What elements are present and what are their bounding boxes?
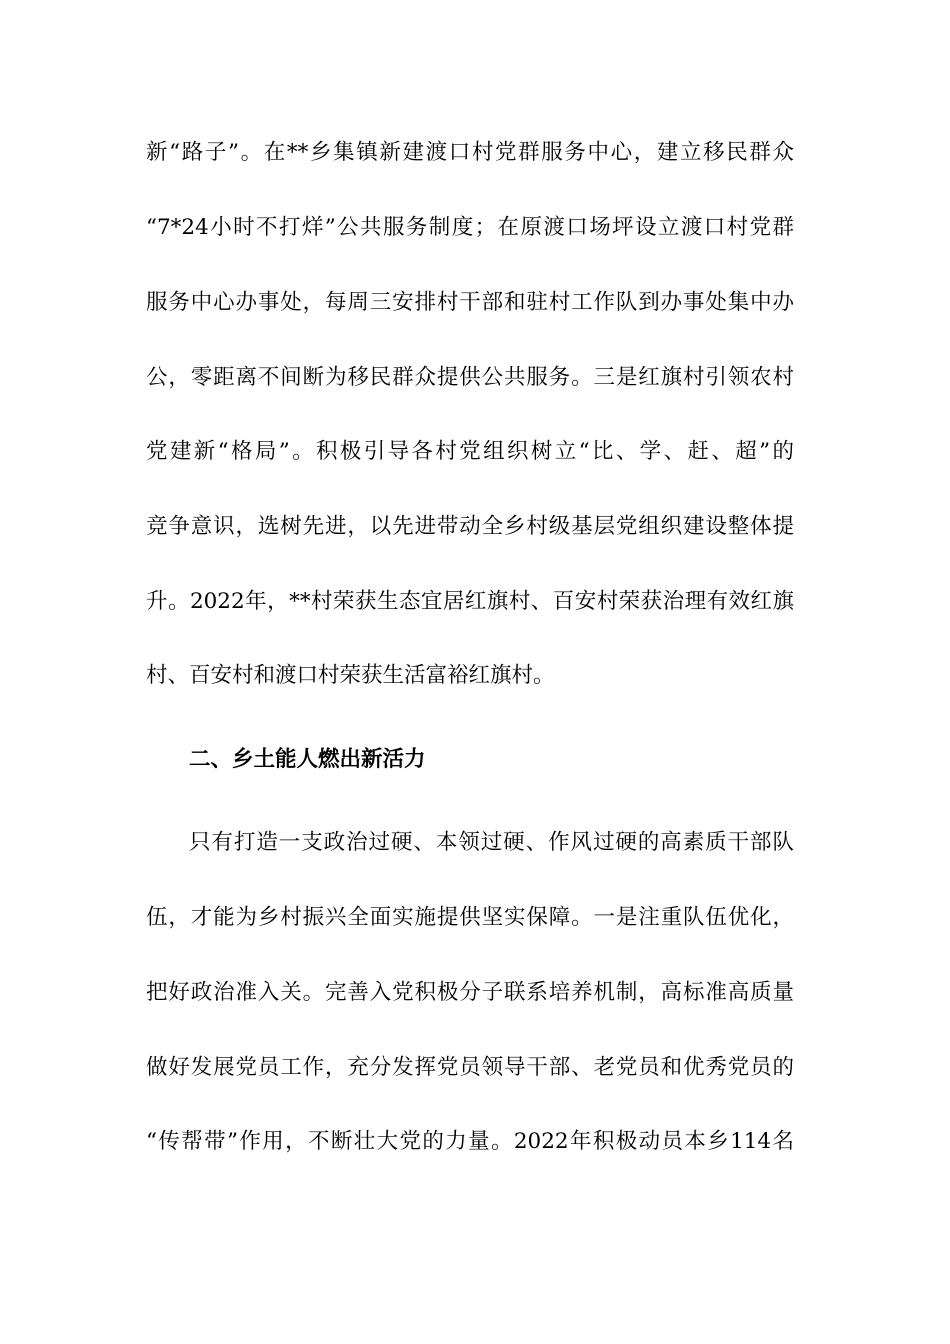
paragraph2-line-3: 把好政治准入关。完善入党积极分子联系培养机制，高标准高质量 — [146, 980, 794, 1005]
paragraph1-line-8: 村、百安村和渡口村荣获生活富裕红旗村。 — [146, 663, 555, 688]
paragraph2-line-2: 伍，才能为乡村振兴全面实施提供坚实保障。一是注重队伍优化， — [146, 905, 794, 930]
paragraph1-line-6: 竞争意识，选树先进，以先进带动全乡村级基层党组织建设整体提 — [146, 514, 794, 539]
paragraph1-line-4: 公，零距离不间断为移民群众提供公共服务。三是红旗村引领农村 — [146, 365, 794, 390]
paragraph2-line-5: “传帮带”作用，不断壮大党的力量。2022年积极动员本乡114名 — [146, 1129, 794, 1154]
paragraph1-line-3: 服务中心办事处，每周三安排村干部和驻村工作队到办事处集中办 — [146, 290, 794, 315]
paragraph1-line-5: 党建新“格局”。积极引导各村党组织树立“比、学、赶、超”的 — [146, 439, 794, 464]
section-heading: 二、乡土能人燃出新活力 — [189, 747, 426, 772]
paragraph2-line-1: 只有打造一支政治过硬、本领过硬、作风过硬的高素质干部队 — [189, 830, 794, 855]
paragraph2-line-4: 做好发展党员工作，充分发挥党员领导干部、老党员和优秀党员的 — [146, 1055, 794, 1080]
paragraph1-line-1: 新“路子”。在**乡集镇新建渡口村党群服务中心，建立移民群众 — [146, 140, 794, 165]
paragraph1-line-2: “7*24小时不打烊”公共服务制度；在原渡口场坪设立渡口村党群 — [146, 215, 794, 240]
paragraph1-line-7: 升。2022年，**村荣获生态宜居红旗村、百安村荣获治理有效红旗 — [146, 589, 794, 614]
